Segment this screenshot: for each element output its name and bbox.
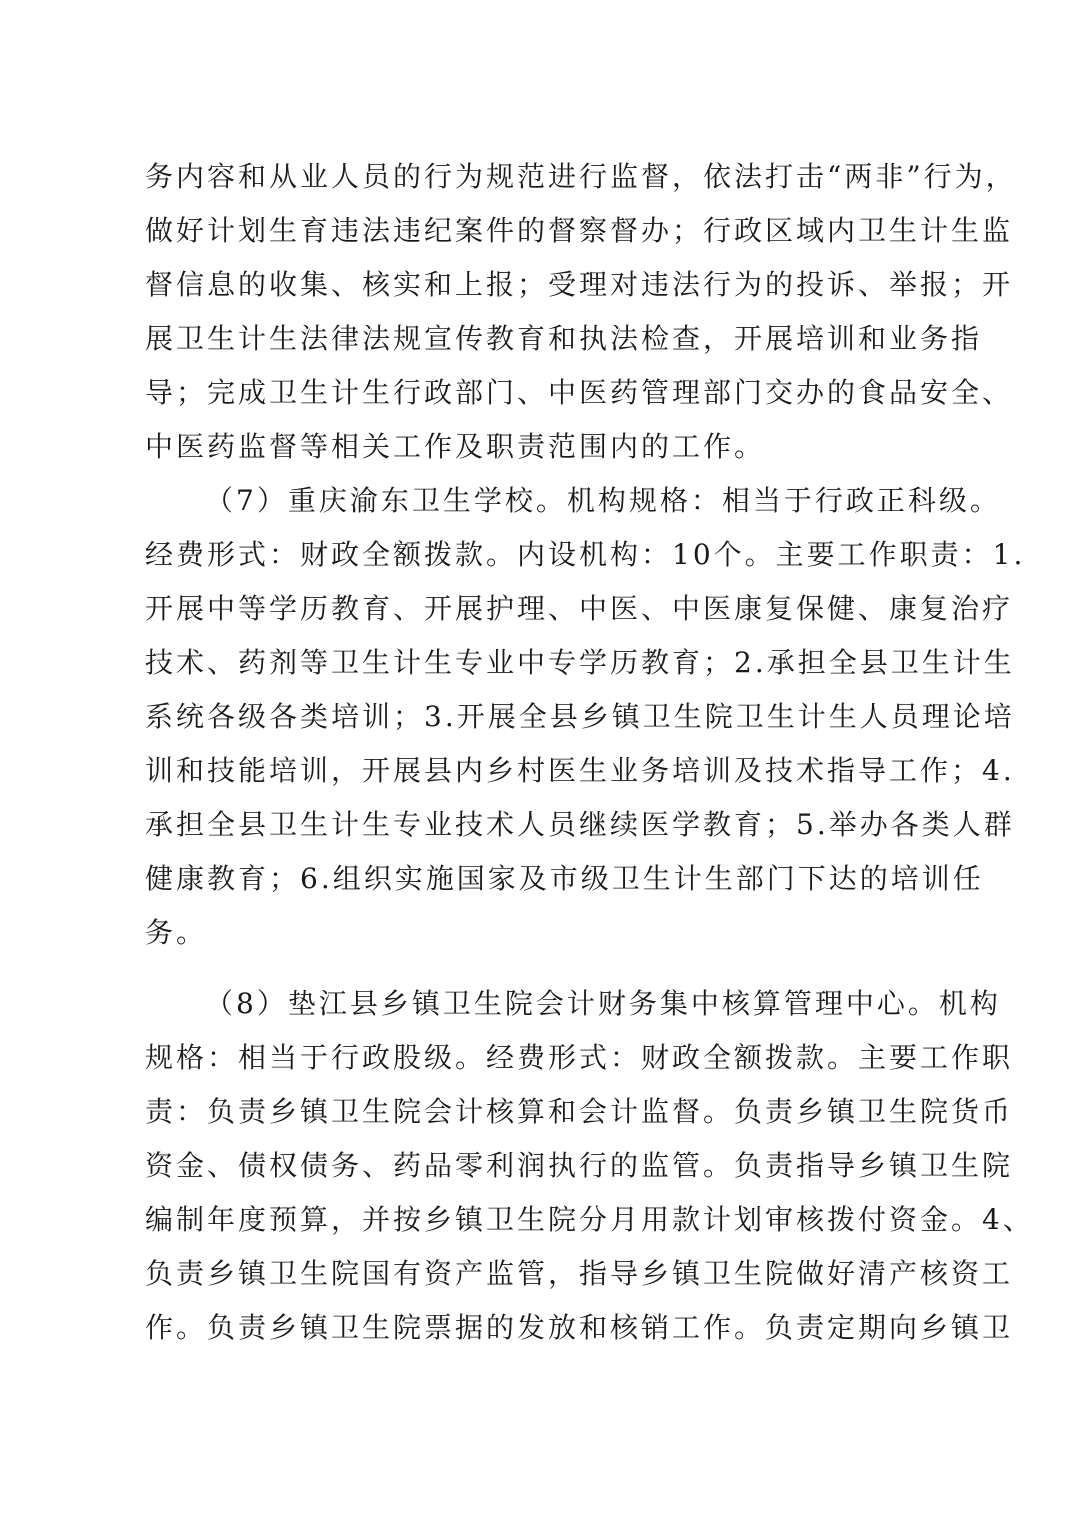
paragraph-line: 导；完成卫生计生行政部门、中医药管理部门交办的食品安全、 — [145, 376, 1014, 409]
paragraph-line: 健康教育；6.组织实施国家及市级卫生计生部门下达的培训任 — [145, 862, 984, 895]
paragraph-line: 做好计划生育违法违纪案件的督察督办；行政区域内卫生计生监 — [145, 214, 1014, 247]
paragraph-line: 作。负责乡镇卫生院票据的发放和核销工作。负责定期向乡镇卫 — [145, 1311, 1014, 1344]
paragraph-line: 中医药监督等相关工作及职责范围内的工作。 — [145, 430, 766, 463]
paragraph-line: 负责乡镇卫生院国有资产监管，指导乡镇卫生院做好清产核资工 — [145, 1257, 1014, 1290]
paragraph-line: 训和技能培训，开展县内乡村医生业务培训及技术指导工作；4. — [145, 754, 1015, 787]
paragraph-line: 系统各级各类培训；3.开展全县乡镇卫生院卫生计生人员理论培 — [145, 700, 1015, 733]
paragraph-line: 务。 — [145, 916, 208, 949]
paragraph-line: （7）重庆渝东卫生学校。机构规格：相当于行政正科级。 — [205, 484, 1001, 517]
paragraph-line: 展卫生计生法律法规宣传教育和执法检查，开展培训和业务指 — [145, 322, 983, 355]
paragraph-spacer — [145, 960, 945, 977]
paragraph-line: 资金、债权债务、药品零利润执行的监管。负责指导乡镇卫生院 — [145, 1149, 1014, 1182]
document-body — [145, 150, 1034, 1355]
paragraph-line: 规格：相当于行政股级。经费形式：财政全额拨款。主要工作职 — [145, 1041, 1014, 1074]
paragraph-line: 经费形式：财政全额拨款。内设机构：10个。主要工作职责：1. — [145, 538, 1026, 571]
paragraph-line: 技术、药剂等卫生计生专业中专学历教育；2.承担全县卫生计生 — [145, 646, 1015, 679]
paragraph-line: 编制年度预算，并按乡镇卫生院分月用款计划审核拨付资金。4、 — [145, 1203, 1034, 1236]
paragraph-line: （8）垫江县乡镇卫生院会计财务集中核算管理中心。机构 — [205, 987, 1001, 1020]
paragraph-line: 督信息的收集、核实和上报；受理对违法行为的投诉、举报；开 — [145, 268, 1014, 301]
paragraph-line: 务内容和从业人员的行为规范进行监督，依法打击“两非”行为， — [145, 160, 1017, 193]
paragraph-line: 责：负责乡镇卫生院会计核算和会计监督。负责乡镇卫生院货币 — [145, 1095, 1014, 1128]
paragraph-line: 承担全县卫生计生专业技术人员继续医学教育；5.举办各类人群 — [145, 808, 1015, 841]
paragraph-line: 开展中等学历教育、开展护理、中医、中医康复保健、康复治疗 — [145, 592, 1014, 625]
